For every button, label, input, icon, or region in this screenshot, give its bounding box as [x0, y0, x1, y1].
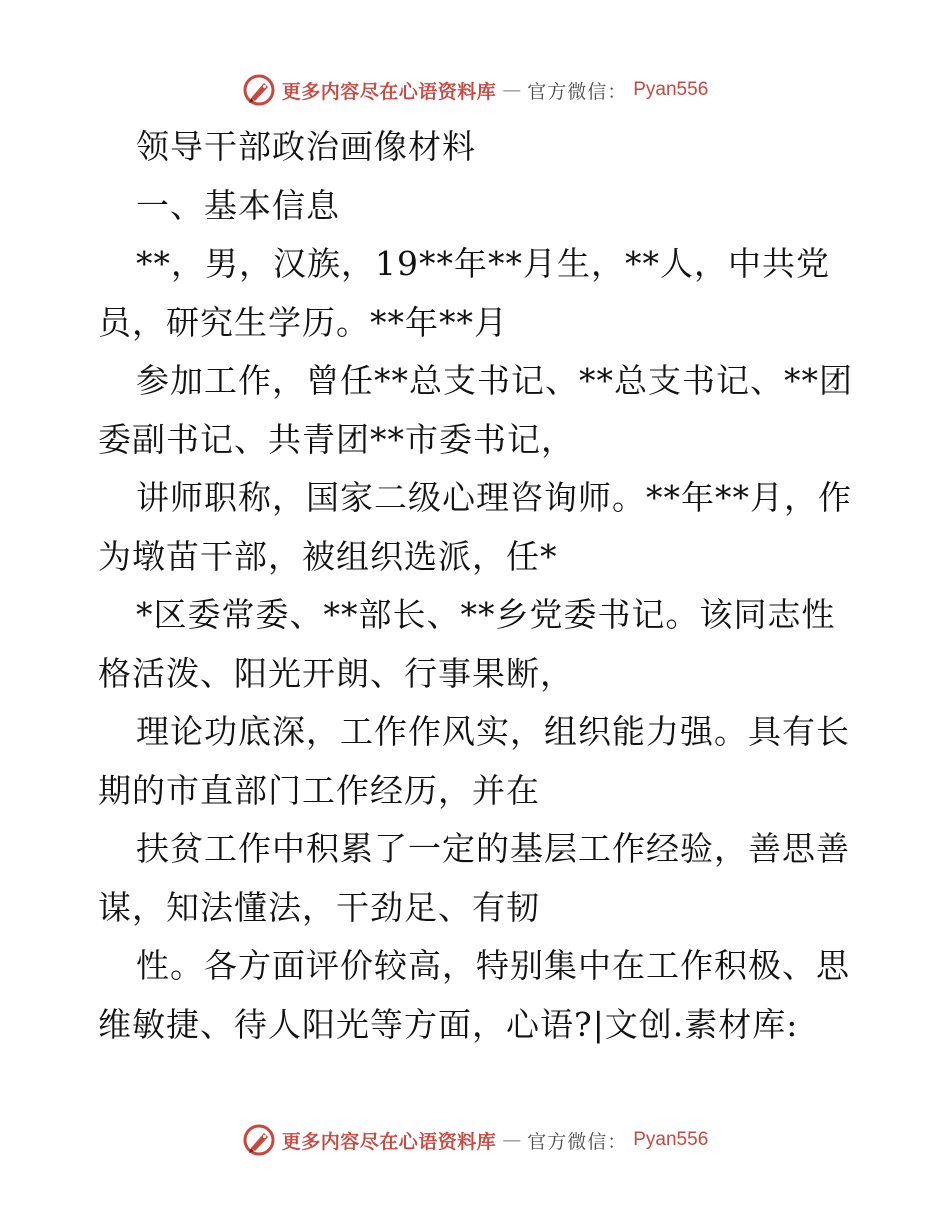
watermark-dash: — [502, 1129, 522, 1151]
footer-watermark [0, 1120, 950, 1160]
paragraph-line: 委副书记、共青团**市委书记， [98, 419, 575, 459]
watermark-label: 官方微信： [527, 80, 628, 103]
document-title: 领导干部政治画像材料 [136, 127, 476, 166]
paragraph-line: 维敏捷、待人阳光等方面，心语?|文创.素材库: [98, 1004, 799, 1044]
paragraph-line: 员，研究生学历。**年**月 [98, 302, 508, 342]
paragraph-line: 格活泼、阳光开朗、行事果断， [98, 653, 574, 693]
watermark-dash: — [502, 79, 522, 101]
paragraph-line: 期的市直部门工作经历，并在 [98, 770, 540, 810]
paragraph-line: 讲师职称，国家二级心理咨询师。**年**月，作 [136, 478, 852, 517]
watermark-main-text: 更多内容尽在心语资料库 [281, 1130, 497, 1153]
watermark-wechat-id: Pyan556 [633, 1129, 709, 1150]
section-heading: 一、基本信息 [136, 185, 340, 225]
watermark-main-text: 更多内容尽在心语资料库 [281, 80, 497, 103]
pen-logo-icon [242, 1123, 276, 1157]
watermark-label: 官方微信： [527, 1130, 628, 1153]
paragraph-line: 扶贫工作中积累了一定的基层工作经验，善思善 [136, 829, 850, 868]
paragraph-line: 谋，知法懂法，干劲足、有韧 [98, 887, 540, 927]
paragraph-line: 理论功底深，工作作风实，组织能力强。具有长 [136, 712, 850, 751]
paragraph-line: 参加工作，曾任**总支书记、**总支书记、**团 [136, 361, 853, 400]
document-body [98, 118, 858, 1054]
paragraph-line: **，男，汉族，19**年**月生，**人，中共党 [136, 244, 830, 283]
header-watermark [0, 70, 950, 110]
paragraph-line: 性。各方面评价较高，特别集中在工作积极、思 [136, 946, 850, 985]
pen-logo-icon [242, 73, 276, 107]
watermark-wechat-id: Pyan556 [633, 79, 709, 100]
paragraph-line: *区委常委、**部长、**乡党委书记。该同志性 [136, 595, 836, 634]
paragraph-line: 为墩苗干部，被组织选派，任* [98, 536, 558, 576]
